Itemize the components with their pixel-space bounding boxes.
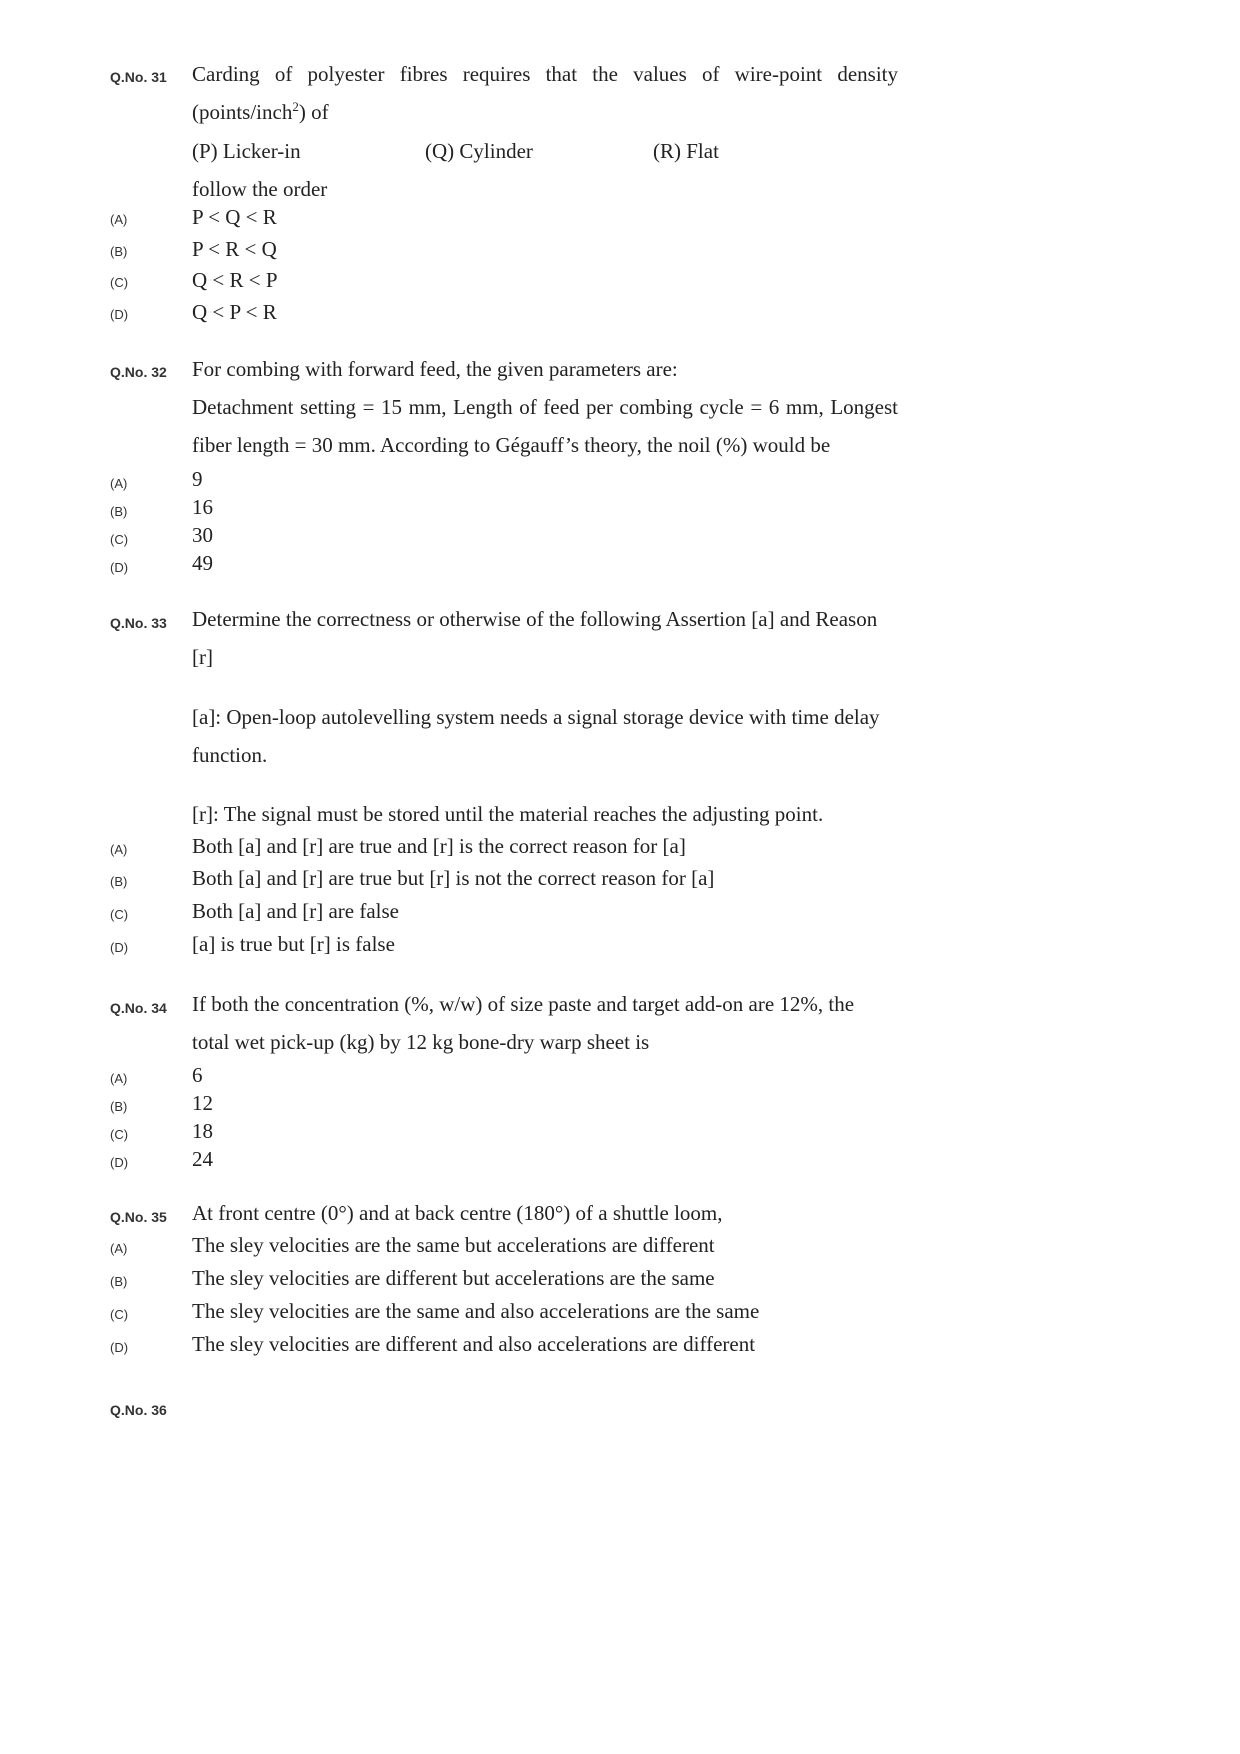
- option-text: The sley velocities are the same and also accelerations are the same: [192, 1299, 760, 1323]
- item-r: (R) Flat: [653, 139, 719, 163]
- question-number: Q.No. 33: [110, 615, 167, 631]
- option-text: 6: [192, 1063, 203, 1087]
- question-stem: Detachment setting = 15 mm, Length of feed per combing cycle = 6 mm, Longest: [192, 395, 898, 419]
- option-text: Both [a] and [r] are true and [r] is the correct reason for [a]: [192, 834, 686, 858]
- question-stem: fiber length = 30 mm. According to Gégauff’s theory, the noil (%) would be: [192, 433, 831, 457]
- option-label: (C): [110, 275, 129, 290]
- question-stem: (points/inch$^2$) of: [192, 99, 329, 124]
- option-text: Both [a] and [r] are false: [192, 899, 399, 923]
- option-label: (B): [110, 1099, 128, 1114]
- option-text: 49: [192, 551, 213, 575]
- option-label: (D): [110, 560, 129, 575]
- assertion: function.: [192, 743, 268, 767]
- question-stem: total wet pick-up (kg) by 12 kg bone-dry warp sheet is: [192, 1030, 650, 1054]
- option-label: (C): [110, 1307, 129, 1322]
- option-label: (A): [110, 212, 128, 227]
- option-text: 30: [192, 523, 213, 547]
- option-label: (C): [110, 1127, 129, 1142]
- option-label: (D): [110, 940, 129, 955]
- question-number: Q.No. 34: [110, 1000, 167, 1016]
- option-label: (C): [110, 532, 129, 547]
- question-stem: Determine the correctness or otherwise of the following Assertion [a] and Reason: [192, 607, 878, 631]
- option-text: [a] is true but [r] is false: [192, 932, 395, 956]
- option-label: (D): [110, 1340, 129, 1355]
- option-text: Q < P < R: [192, 300, 277, 324]
- option-text: Q < R < P: [192, 268, 278, 292]
- option-label: (B): [110, 244, 128, 259]
- option-text: Both [a] and [r] are true but [r] is not the correct reason for [a]: [192, 866, 715, 890]
- option-label: (B): [110, 504, 128, 519]
- option-label: (A): [110, 1071, 128, 1086]
- option-text: P < Q < R: [192, 205, 277, 229]
- option-label: (B): [110, 1274, 128, 1289]
- question-stem: [r]: [192, 645, 213, 669]
- question-number: Q.No. 32: [110, 364, 167, 380]
- option-text: The sley velocities are different and also accelerations are different: [192, 1332, 756, 1356]
- question-number: Q.No. 31: [110, 69, 167, 85]
- reason: [r]: The signal must be stored until the material reaches the adjusting point.: [192, 802, 824, 826]
- item-q: (Q) Cylinder: [425, 139, 533, 163]
- question-stem: At front centre (0°) and at back centre (180°) of a shuttle loom,: [192, 1201, 723, 1225]
- option-text: P < R < Q: [192, 237, 277, 261]
- assertion: [a]: Open-loop autolevelling system needs a signal storage device with time delay: [192, 705, 880, 729]
- option-text: 18: [192, 1119, 213, 1143]
- question-stem: For combing with forward feed, the given parameters are:: [192, 357, 678, 381]
- option-label: (A): [110, 1241, 128, 1256]
- option-text: 16: [192, 495, 213, 519]
- option-text: 12: [192, 1091, 213, 1115]
- option-text: 24: [192, 1147, 213, 1171]
- option-label: (C): [110, 907, 129, 922]
- option-text: 9: [192, 467, 203, 491]
- question-number: Q.No. 35: [110, 1209, 167, 1225]
- question-stem: Carding of polyester fibres requires that the values of wire-point density: [192, 62, 898, 86]
- option-label: (A): [110, 842, 128, 857]
- question-number: Q.No. 36: [110, 1402, 167, 1418]
- option-label: (B): [110, 874, 128, 889]
- option-label: (D): [110, 307, 129, 322]
- question-stem: follow the order: [192, 177, 328, 201]
- item-p: (P) Licker-in: [192, 139, 301, 163]
- option-label: (A): [110, 476, 128, 491]
- question-stem: If both the concentration (%, w/w) of size paste and target add-on are 12%, the: [192, 992, 855, 1016]
- option-text: The sley velocities are different but accelerations are the same: [192, 1266, 715, 1290]
- option-label: (D): [110, 1155, 129, 1170]
- option-text: The sley velocities are the same but accelerations are different: [192, 1233, 715, 1257]
